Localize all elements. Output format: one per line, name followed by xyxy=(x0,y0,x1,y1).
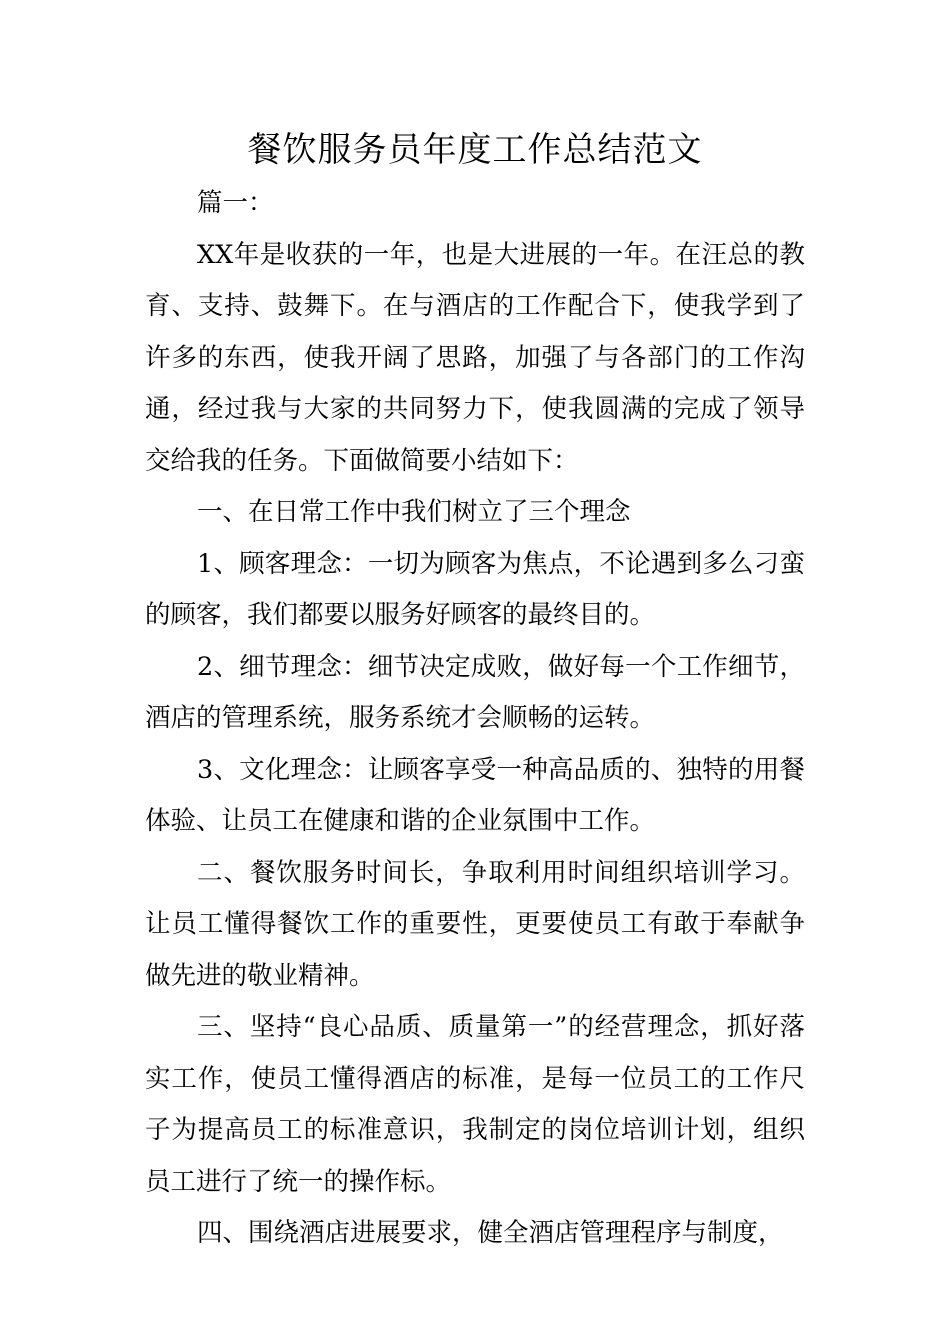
paragraph-item-3: 3、文化理念：让顾客享受一种高品质的、独特的用餐体验、让员工在健康和谐的企业氛围中工作。 xyxy=(145,754,805,836)
paragraph-heading-1: 一、在日常工作中我们树立了三个理念 xyxy=(197,497,631,527)
paragraph-section-heading: 篇一： xyxy=(197,188,274,218)
paragraph-heading-2: 二、餐饮服务时间长，争取利用时间组织培训学习。让员工懂得餐饮工作的重要性，更要使员工有敢于奉献争做先进的敬业精神。 xyxy=(145,857,805,991)
document-body xyxy=(145,178,805,1260)
paragraph-item-2: 2、细节理念：细节决定成败，做好每一个工作细节，酒店的管理系统，服务系统才会顺畅的运转。 xyxy=(145,651,805,733)
paragraph-item-1: 1、顾客理念：一切为顾客为焦点，不论遇到多么刁蛮的顾客，我们都要以服务好顾客的最终目的。 xyxy=(145,548,805,630)
paragraph-heading-4: 四、围绕酒店进展要求，健全酒店管理程序与制度， xyxy=(197,1218,784,1248)
paragraph-heading-3: 三、坚持“良心品质、质量第一”的经营理念，抓好落实工作，使员工懂得酒店的标准，是每一位员工的工作尺子为提高员工的标准意识，我制定的岗位培训计划，组织员工进行了统一的操作标。 xyxy=(145,1012,805,1197)
document-title: 餐饮服务员年度工作总结范文 xyxy=(247,130,703,170)
paragraph-intro: XX年是收获的一年，也是大进展的一年。在汪总的教育、支持、鼓舞下。在与酒店的工作配合下，使我学到了许多的东西，使我开阔了思路，加强了与各部门的工作沟通，经过我与大家的共同努力下，使我圆满的完成了领导交给我的任务。下面做简要小结如下： xyxy=(145,239,805,476)
